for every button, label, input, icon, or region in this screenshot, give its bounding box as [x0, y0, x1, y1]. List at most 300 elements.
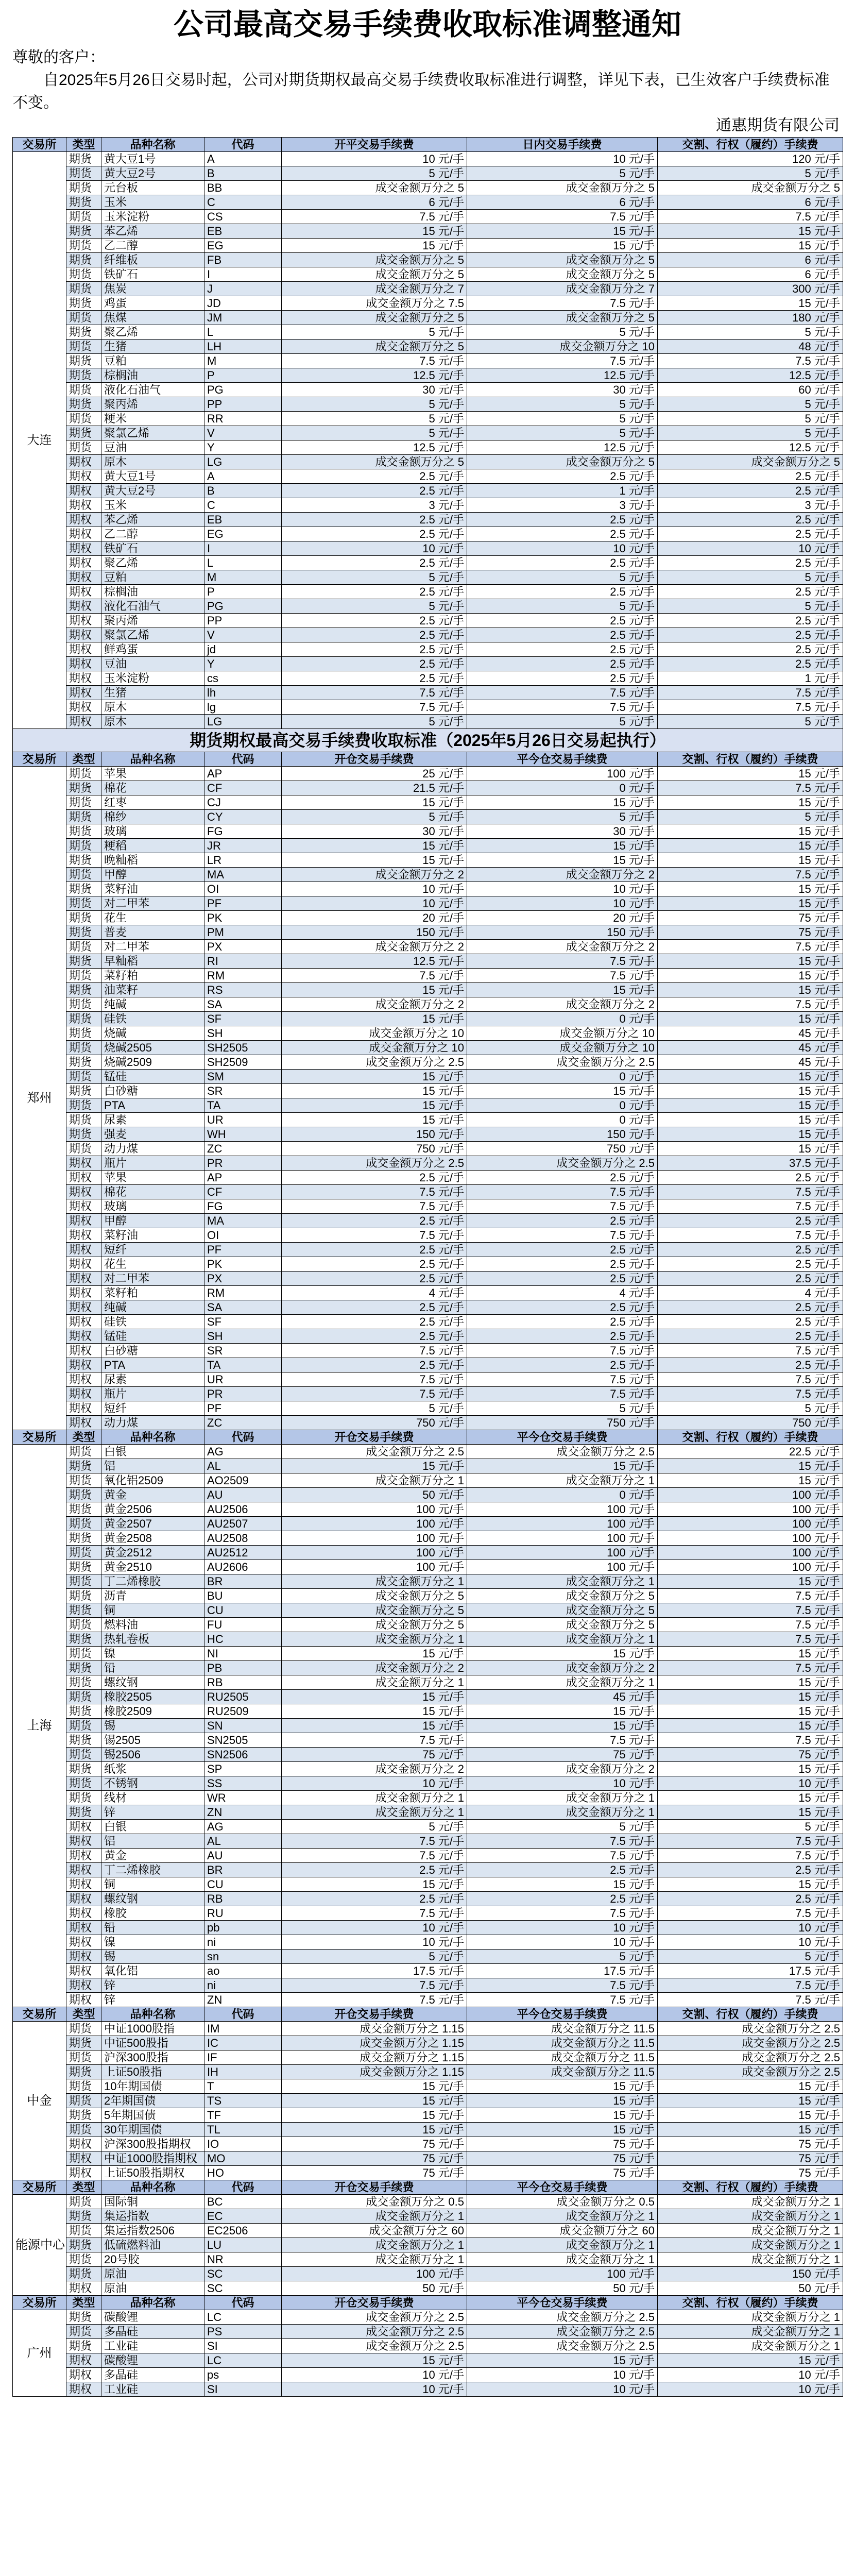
- code-cell: PP: [204, 397, 282, 412]
- product-cell: 工业硅: [101, 2382, 204, 2397]
- table-row: [13, 1589, 843, 1603]
- table-row: [13, 954, 843, 969]
- table-row: [13, 1863, 843, 1877]
- open-fee-cell: 成交金额万分之 1: [282, 1791, 467, 1805]
- product-cell: 纯碱: [101, 1300, 204, 1315]
- product-cell: 短纤: [101, 1243, 204, 1257]
- close-fee-cell: 2.5 元/手: [467, 1892, 658, 1906]
- code-cell: SR: [204, 1084, 282, 1098]
- type-cell: 期货: [66, 210, 101, 224]
- exchange-cell: 中金: [13, 2022, 66, 2180]
- type-cell: 期权: [66, 1877, 101, 1892]
- product-cell: 甲醇: [101, 868, 204, 882]
- close-fee-cell: 成交金额万分之 1: [467, 2238, 658, 2252]
- close-fee-cell: 5 元/手: [467, 570, 658, 585]
- table-row: [13, 354, 843, 368]
- delivery-fee-cell: 2.5 元/手: [658, 1243, 843, 1257]
- open-fee-cell: 2.5 元/手: [282, 1171, 467, 1185]
- product-cell: 甲醇: [101, 1214, 204, 1228]
- product-cell: 黄金: [101, 1488, 204, 1502]
- open-fee-cell: 75 元/手: [282, 2137, 467, 2151]
- close-fee-cell: 7.5 元/手: [467, 1199, 658, 1214]
- column-header: 代码: [204, 2180, 282, 2195]
- product-cell: 低硫燃料油: [101, 2238, 204, 2252]
- open-fee-cell: 成交金额万分之 1.15: [282, 2065, 467, 2079]
- delivery-fee-cell: 12.5 元/手: [658, 368, 843, 383]
- table-row: [13, 1142, 843, 1156]
- open-fee-cell: 3 元/手: [282, 498, 467, 513]
- close-fee-cell: 75 元/手: [467, 2137, 658, 2151]
- product-cell: 工业硅: [101, 2339, 204, 2353]
- table-row: [13, 1214, 843, 1228]
- product-cell: 2年期国债: [101, 2094, 204, 2108]
- type-cell: 期货: [66, 983, 101, 997]
- table-row: [13, 1387, 843, 1401]
- product-cell: 黄大豆1号: [101, 152, 204, 166]
- table-row: [13, 2224, 843, 2238]
- open-fee-cell: 5 元/手: [282, 715, 467, 729]
- table-row: [13, 599, 843, 614]
- product-cell: 中证500股指: [101, 2036, 204, 2050]
- type-cell: 期权: [66, 628, 101, 642]
- delivery-fee-cell: 15 元/手: [658, 1647, 843, 1661]
- code-cell: SA: [204, 997, 282, 1012]
- code-cell: ZC: [204, 1416, 282, 1430]
- type-cell: 期货: [66, 383, 101, 397]
- close-fee-cell: 1 元/手: [467, 484, 658, 498]
- type-cell: 期权: [66, 657, 101, 671]
- table-row: [13, 1041, 843, 1055]
- code-cell: AO2509: [204, 1473, 282, 1488]
- delivery-fee-cell: 7.5 元/手: [658, 781, 843, 795]
- open-fee-cell: 15 元/手: [282, 1113, 467, 1127]
- delivery-fee-cell: 2.5 元/手: [658, 642, 843, 657]
- product-cell: 早籼稻: [101, 954, 204, 969]
- close-fee-cell: 15 元/手: [467, 853, 658, 868]
- open-fee-cell: 2.5 元/手: [282, 1358, 467, 1372]
- code-cell: lh: [204, 686, 282, 700]
- column-header: 品种名称: [101, 138, 204, 152]
- close-fee-cell: 7.5 元/手: [467, 700, 658, 715]
- delivery-fee-cell: 7.5 元/手: [658, 1733, 843, 1748]
- table-row: [13, 484, 843, 498]
- code-cell: RM: [204, 969, 282, 983]
- delivery-fee-cell: 成交金额万分之 1: [658, 2252, 843, 2267]
- column-header: 代码: [204, 138, 282, 152]
- delivery-fee-cell: 7.5 元/手: [658, 1589, 843, 1603]
- close-fee-cell: 成交金额万分之 2: [467, 1661, 658, 1675]
- product-cell: 鲜鸡蛋: [101, 642, 204, 657]
- delivery-fee-cell: 成交金额万分之 2.5: [658, 2036, 843, 2050]
- table-row: [13, 1185, 843, 1199]
- table-row: [13, 412, 843, 426]
- delivery-fee-cell: 15 元/手: [658, 824, 843, 839]
- delivery-fee-cell: 2.5 元/手: [658, 614, 843, 628]
- type-cell: 期货: [66, 795, 101, 810]
- product-cell: 对二甲苯: [101, 896, 204, 911]
- type-cell: 期权: [66, 1935, 101, 1950]
- type-cell: 期货: [66, 426, 101, 440]
- table-row: [13, 426, 843, 440]
- section-title: 期货期权最高交易手续费收取标准（2025年5月26日交易起执行）: [13, 729, 843, 752]
- delivery-fee-cell: 5 元/手: [658, 397, 843, 412]
- code-cell: SH: [204, 1329, 282, 1344]
- close-fee-cell: 成交金额万分之 2.5: [467, 2325, 658, 2339]
- type-cell: 期权: [66, 1849, 101, 1863]
- intro-paragraph: 自2025年5月26日交易时起，公司对期货期权最高交易手续费收取标准进行调整，详见下表，已生效客户手续费标准不变。: [12, 72, 830, 111]
- open-fee-cell: 7.5 元/手: [282, 969, 467, 983]
- product-cell: 粳稻: [101, 839, 204, 853]
- delivery-fee-cell: 75 元/手: [658, 2137, 843, 2151]
- delivery-fee-cell: 75 元/手: [658, 2166, 843, 2180]
- open-fee-cell: 成交金额万分之 2.5: [282, 1445, 467, 1459]
- table-row: [13, 1517, 843, 1531]
- code-cell: P: [204, 585, 282, 599]
- type-cell: 期权: [66, 614, 101, 628]
- table-row: [13, 166, 843, 181]
- product-cell: 动力煤: [101, 1416, 204, 1430]
- delivery-fee-cell: 15 元/手: [658, 1704, 843, 1719]
- code-cell: I: [204, 541, 282, 556]
- open-fee-cell: 成交金额万分之 1.15: [282, 2050, 467, 2065]
- open-fee-cell: 成交金额万分之 5: [282, 311, 467, 325]
- type-cell: 期货: [66, 1574, 101, 1589]
- delivery-fee-cell: 2.5 元/手: [658, 513, 843, 527]
- delivery-fee-cell: 15 元/手: [658, 1675, 843, 1690]
- delivery-fee-cell: 15 元/手: [658, 1113, 843, 1127]
- type-cell: 期权: [66, 527, 101, 541]
- table-row: [13, 1473, 843, 1488]
- table-row: [13, 1488, 843, 1502]
- delivery-fee-cell: 15 元/手: [658, 1877, 843, 1892]
- product-cell: 油菜籽: [101, 983, 204, 997]
- open-fee-cell: 7.5 元/手: [282, 700, 467, 715]
- table-row: [13, 700, 843, 715]
- product-cell: 锌: [101, 1978, 204, 1993]
- code-cell: FG: [204, 824, 282, 839]
- table-row: [13, 469, 843, 484]
- column-header: 代码: [204, 2007, 282, 2022]
- open-fee-cell: 5 元/手: [282, 1820, 467, 1834]
- product-cell: 菜籽粕: [101, 1286, 204, 1300]
- product-cell: 原木: [101, 455, 204, 469]
- product-cell: 对二甲苯: [101, 1272, 204, 1286]
- table-header-row: [13, 1430, 843, 1445]
- open-fee-cell: 15 元/手: [282, 853, 467, 868]
- fee-table-body: [13, 138, 843, 2397]
- type-cell: 期货: [66, 2209, 101, 2224]
- open-fee-cell: 7.5 元/手: [282, 1978, 467, 1993]
- product-cell: 线材: [101, 1791, 204, 1805]
- open-fee-cell: 成交金额万分之 2: [282, 1762, 467, 1776]
- delivery-fee-cell: 5 元/手: [658, 426, 843, 440]
- open-fee-cell: 7.5 元/手: [282, 686, 467, 700]
- delivery-fee-cell: 7.5 元/手: [658, 1978, 843, 1993]
- product-cell: 硅铁: [101, 1315, 204, 1329]
- code-cell: IM: [204, 2022, 282, 2036]
- close-fee-cell: 15 元/手: [467, 1719, 658, 1733]
- delivery-fee-cell: 15 元/手: [658, 2108, 843, 2123]
- product-cell: 集运指数2506: [101, 2224, 204, 2238]
- delivery-fee-cell: 120 元/手: [658, 152, 843, 166]
- delivery-fee-cell: 15 元/手: [658, 795, 843, 810]
- table-row: [13, 657, 843, 671]
- delivery-fee-cell: 7.5 元/手: [658, 1185, 843, 1199]
- table-row: [13, 781, 843, 795]
- open-fee-cell: 成交金额万分之 5: [282, 1589, 467, 1603]
- product-cell: 豆粕: [101, 354, 204, 368]
- close-fee-cell: 2.5 元/手: [467, 1272, 658, 1286]
- open-fee-cell: 成交金额万分之 10: [282, 1026, 467, 1041]
- close-fee-cell: 15 元/手: [467, 1084, 658, 1098]
- open-fee-cell: 2.5 元/手: [282, 1272, 467, 1286]
- code-cell: LG: [204, 715, 282, 729]
- table-row: [13, 1964, 843, 1978]
- product-cell: 白砂糖: [101, 1344, 204, 1358]
- open-fee-cell: 15 元/手: [282, 1690, 467, 1704]
- close-fee-cell: 7.5 元/手: [467, 954, 658, 969]
- close-fee-cell: 17.5 元/手: [467, 1964, 658, 1978]
- type-cell: 期货: [66, 1026, 101, 1041]
- open-fee-cell: 成交金额万分之 2.5: [282, 2310, 467, 2325]
- type-cell: 期权: [66, 671, 101, 686]
- type-cell: 期货: [66, 1070, 101, 1084]
- close-fee-cell: 成交金额万分之 5: [467, 1618, 658, 1632]
- delivery-fee-cell: 7.5 元/手: [658, 1228, 843, 1243]
- table-row: [13, 2267, 843, 2281]
- code-cell: BR: [204, 1574, 282, 1589]
- table-row: [13, 1560, 843, 1574]
- table-row: [13, 1098, 843, 1113]
- table-row: [13, 1675, 843, 1690]
- code-cell: LR: [204, 853, 282, 868]
- product-cell: 多晶硅: [101, 2368, 204, 2382]
- type-cell: 期货: [66, 412, 101, 426]
- code-cell: EC2506: [204, 2224, 282, 2238]
- table-row: [13, 810, 843, 824]
- type-cell: 期货: [66, 1776, 101, 1791]
- table-row: [13, 940, 843, 954]
- table-row: [13, 896, 843, 911]
- delivery-fee-cell: 15 元/手: [658, 1791, 843, 1805]
- table-row: [13, 1647, 843, 1661]
- table-header-row: [13, 2007, 843, 2022]
- type-cell: 期货: [66, 1502, 101, 1517]
- delivery-fee-cell: 5 元/手: [658, 1820, 843, 1834]
- close-fee-cell: 成交金额万分之 5: [467, 455, 658, 469]
- product-cell: 铜: [101, 1603, 204, 1618]
- code-cell: HC: [204, 1632, 282, 1647]
- delivery-fee-cell: 7.5 元/手: [658, 686, 843, 700]
- product-cell: 锡2506: [101, 1748, 204, 1762]
- product-cell: 碳酸锂: [101, 2310, 204, 2325]
- delivery-fee-cell: 15 元/手: [658, 1805, 843, 1820]
- type-cell: 期货: [66, 340, 101, 354]
- code-cell: IO: [204, 2137, 282, 2151]
- delivery-fee-cell: 5 元/手: [658, 1401, 843, 1416]
- delivery-fee-cell: 5 元/手: [658, 810, 843, 824]
- table-row: [13, 527, 843, 541]
- type-cell: 期货: [66, 1618, 101, 1632]
- table-row: [13, 2353, 843, 2368]
- table-row: [13, 997, 843, 1012]
- type-cell: 期货: [66, 1084, 101, 1098]
- close-fee-cell: 成交金额万分之 2.5: [467, 2310, 658, 2325]
- code-cell: L: [204, 325, 282, 340]
- code-cell: B: [204, 484, 282, 498]
- code-cell: AL: [204, 1834, 282, 1849]
- close-fee-cell: 0 元/手: [467, 1012, 658, 1026]
- open-fee-cell: 10 元/手: [282, 541, 467, 556]
- delivery-fee-cell: 5 元/手: [658, 412, 843, 426]
- open-fee-cell: 2.5 元/手: [282, 614, 467, 628]
- table-row: [13, 2382, 843, 2397]
- column-header: 交割、行权（履约）手续费: [658, 752, 843, 767]
- product-cell: 动力煤: [101, 1142, 204, 1156]
- product-cell: 豆粕: [101, 570, 204, 585]
- type-cell: 期权: [66, 1834, 101, 1849]
- open-fee-cell: 成交金额万分之 5: [282, 340, 467, 354]
- close-fee-cell: 2.5 元/手: [467, 556, 658, 570]
- close-fee-cell: 0 元/手: [467, 1113, 658, 1127]
- open-fee-cell: 成交金额万分之 1: [282, 2209, 467, 2224]
- close-fee-cell: 成交金额万分之 5: [467, 253, 658, 267]
- type-cell: 期货: [66, 239, 101, 253]
- type-cell: 期货: [66, 2036, 101, 2050]
- product-cell: 棉花: [101, 781, 204, 795]
- type-cell: 期权: [66, 1921, 101, 1935]
- close-fee-cell: 7.5 元/手: [467, 1372, 658, 1387]
- product-cell: 丁二烯橡胶: [101, 1574, 204, 1589]
- delivery-fee-cell: 15 元/手: [658, 853, 843, 868]
- close-fee-cell: 15 元/手: [467, 983, 658, 997]
- type-cell: 期货: [66, 839, 101, 853]
- delivery-fee-cell: 成交金额万分之 5: [658, 455, 843, 469]
- type-cell: 期货: [66, 253, 101, 267]
- delivery-fee-cell: 2.5 元/手: [658, 585, 843, 599]
- open-fee-cell: 15 元/手: [282, 1719, 467, 1733]
- product-cell: 黄大豆2号: [101, 484, 204, 498]
- type-cell: 期货: [66, 810, 101, 824]
- table-row: [13, 853, 843, 868]
- open-fee-cell: 5 元/手: [282, 1401, 467, 1416]
- product-cell: 白银: [101, 1820, 204, 1834]
- product-cell: 乙二醇: [101, 239, 204, 253]
- code-cell: WR: [204, 1791, 282, 1805]
- open-fee-cell: 7.5 元/手: [282, 354, 467, 368]
- open-fee-cell: 12.5 元/手: [282, 954, 467, 969]
- delivery-fee-cell: 37.5 元/手: [658, 1156, 843, 1171]
- close-fee-cell: 15 元/手: [467, 1647, 658, 1661]
- close-fee-cell: 成交金额万分之 7: [467, 282, 658, 296]
- code-cell: HO: [204, 2166, 282, 2180]
- open-fee-cell: 2.5 元/手: [282, 556, 467, 570]
- table-row: [13, 1618, 843, 1632]
- product-cell: 花生: [101, 1257, 204, 1272]
- table-row: [13, 1084, 843, 1098]
- close-fee-cell: 2.5 元/手: [467, 1300, 658, 1315]
- code-cell: FB: [204, 253, 282, 267]
- code-cell: EG: [204, 239, 282, 253]
- open-fee-cell: 15 元/手: [282, 1877, 467, 1892]
- delivery-fee-cell: 10 元/手: [658, 1921, 843, 1935]
- type-cell: 期货: [66, 1791, 101, 1805]
- table-row: [13, 556, 843, 570]
- open-fee-cell: 150 元/手: [282, 1127, 467, 1142]
- code-cell: AU2506: [204, 1502, 282, 1517]
- delivery-fee-cell: 15 元/手: [658, 983, 843, 997]
- delivery-fee-cell: 100 元/手: [658, 1560, 843, 1574]
- product-cell: 尿素: [101, 1113, 204, 1127]
- code-cell: PR: [204, 1156, 282, 1171]
- delivery-fee-cell: 7.5 元/手: [658, 1661, 843, 1675]
- product-cell: 热轧卷板: [101, 1632, 204, 1647]
- open-fee-cell: 15 元/手: [282, 1070, 467, 1084]
- type-cell: 期权: [66, 1906, 101, 1921]
- table-row: [13, 311, 843, 325]
- delivery-fee-cell: 6 元/手: [658, 195, 843, 210]
- close-fee-cell: 15 元/手: [467, 224, 658, 239]
- code-cell: RB: [204, 1892, 282, 1906]
- delivery-fee-cell: 15 元/手: [658, 1012, 843, 1026]
- table-row: [13, 1546, 843, 1560]
- open-fee-cell: 2.5 元/手: [282, 642, 467, 657]
- product-cell: 棕榈油: [101, 368, 204, 383]
- table-row: [13, 2209, 843, 2224]
- code-cell: AU2512: [204, 1546, 282, 1560]
- table-row: [13, 1300, 843, 1315]
- table-row: [13, 2339, 843, 2353]
- column-header: 类型: [66, 2007, 101, 2022]
- table-row: [13, 715, 843, 729]
- close-fee-cell: 15 元/手: [467, 2079, 658, 2094]
- open-fee-cell: 2.5 元/手: [282, 585, 467, 599]
- close-fee-cell: 成交金额万分之 2: [467, 940, 658, 954]
- code-cell: SP: [204, 1762, 282, 1776]
- table-row: [13, 1632, 843, 1647]
- code-cell: SI: [204, 2339, 282, 2353]
- type-cell: 期权: [66, 1329, 101, 1344]
- type-cell: 期权: [66, 700, 101, 715]
- delivery-fee-cell: 15 元/手: [658, 296, 843, 311]
- code-cell: IF: [204, 2050, 282, 2065]
- close-fee-cell: 2.5 元/手: [467, 614, 658, 628]
- table-row: [13, 1921, 843, 1935]
- delivery-fee-cell: 5 元/手: [658, 599, 843, 614]
- type-cell: 期货: [66, 781, 101, 795]
- open-fee-cell: 成交金额万分之 7: [282, 282, 467, 296]
- product-cell: 烧碱2505: [101, 1041, 204, 1055]
- code-cell: TL: [204, 2123, 282, 2137]
- code-cell: IH: [204, 2065, 282, 2079]
- delivery-fee-cell: 48 元/手: [658, 340, 843, 354]
- product-cell: PTA: [101, 1358, 204, 1372]
- code-cell: SI: [204, 2382, 282, 2397]
- open-fee-cell: 10 元/手: [282, 2382, 467, 2397]
- table-row: [13, 585, 843, 599]
- type-cell: 期权: [66, 2382, 101, 2397]
- product-cell: 苹果: [101, 767, 204, 781]
- close-fee-cell: 100 元/手: [467, 767, 658, 781]
- code-cell: AU2507: [204, 1517, 282, 1531]
- open-fee-cell: 成交金额万分之 5: [282, 253, 467, 267]
- type-cell: 期权: [66, 1358, 101, 1372]
- product-cell: 锡: [101, 1950, 204, 1964]
- code-cell: BU: [204, 1589, 282, 1603]
- table-row: [13, 1820, 843, 1834]
- delivery-fee-cell: 15 元/手: [658, 1473, 843, 1488]
- table-header-row: [13, 752, 843, 767]
